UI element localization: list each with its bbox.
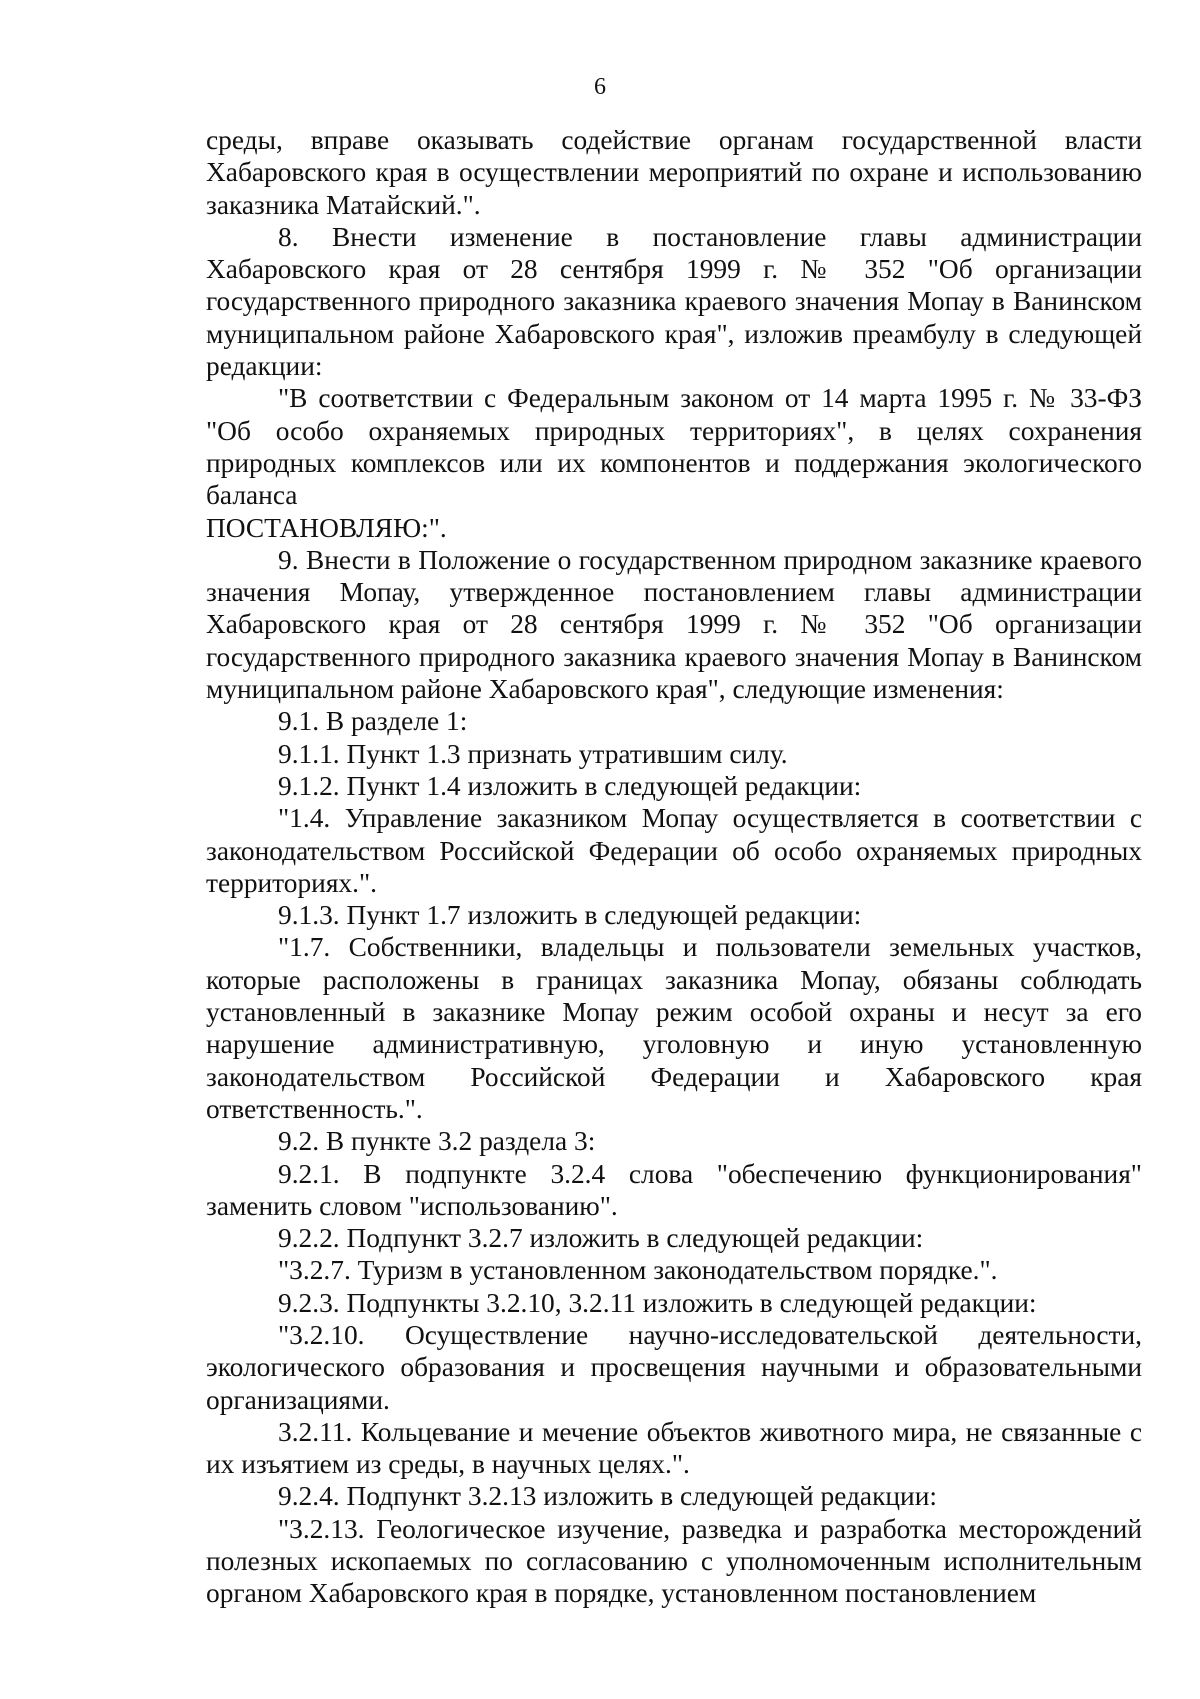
- paragraph: ПОСТАНОВЛЯЮ:".: [206, 512, 447, 543]
- paragraph: 9.1.1. Пункт 1.3 признать утратившим силу.: [278, 738, 788, 769]
- paragraph: 3.2.11. Кольцевание и мечение объектов животного мира, не связанные с их изъятием из среды, в научных целях.".: [206, 1416, 1142, 1480]
- paragraph: 9. Внести в Положение о государственном природном заказнике краевого значения Мопау, утвержденное постановлением главы администрации Хабаровского края от 28 сентября 1999 г. № 352 "Об организации государственного природного заказника краевого значения Мопау в Ванинском муниципальном районе Хабаровского края", следующие изменения:: [206, 544, 1142, 705]
- paragraph: "1.4. Управление заказником Мопау осуществляется в соответствии с законодательством Российской Федерации об особо охраняемых природных территориях.".: [206, 803, 1142, 898]
- paragraph: 9.2. В пункте 3.2 раздела 3:: [278, 1126, 596, 1157]
- paragraph: 9.2.2. Подпункт 3.2.7 изложить в следующей редакции:: [278, 1223, 924, 1254]
- paragraph: "3.2.7. Туризм в установленном законодательством порядке.".: [278, 1255, 998, 1286]
- paragraph: 9.2.4. Подпункт 3.2.13 изложить в следующей редакции:: [278, 1481, 937, 1512]
- paragraph: 9.2.1. В подпункте 3.2.4 слова "обеспечению функционирования" заменить словом "использованию".: [206, 1158, 1142, 1221]
- paragraph: среды, вправе оказывать содействие органам государственной власти Хабаровского края в осуществлении мероприятий по охране и использованию заказника Матайский.".: [206, 125, 1142, 220]
- paragraph: "3.2.13. Геологическое изучение, разведка и разработка месторождений полезных ископаемых по согласованию с уполномоченным исполнительным органом Хабаровского края в порядке, установленном постановлением: [206, 1513, 1142, 1609]
- paragraph: "1.7. Собственники, владельцы и пользователи земельных участков, которые расположены в границах заказника Мопау, обязаны соблюдать установленный в заказнике Мопау режим особой охраны и несут за его нарушение административную, уголовную и иную установленную законодательством Российской Федерации и Хабаровского края ответственность.".: [206, 932, 1142, 1124]
- paragraph: 9.1. В разделе 1:: [278, 706, 468, 737]
- paragraph: 9.2.3. Подпункты 3.2.10, 3.2.11 изложить в следующей редакции:: [278, 1287, 1037, 1318]
- paragraph: 9.1.3. Пункт 1.7 изложить в следующей редакции:: [278, 900, 862, 931]
- paragraph: "В соответствии с Федеральным законом от 14 марта 1995 г. № 33-ФЗ "Об особо охраняемых природных территориях", в целях сохранения природных комплексов или их компонентов и поддержания экологического баланса: [206, 383, 1142, 511]
- paragraph: "3.2.10. Осуществление научно-исследовательской деятельности, экологического образования и просвещения научными и образовательными организациями.: [206, 1319, 1142, 1415]
- document-body: [206, 124, 1142, 1610]
- paragraph: 8. Внести изменение в постановление главы администрации Хабаровского края от 28 сентября 1999 г. № 352 "Об организации государственного природного заказника краевого значения Мопау в Ванинском муниципальном районе Хабаровского края", изложив преамбулу в следующей редакции:: [206, 221, 1142, 382]
- paragraph: 9.1.2. Пункт 1.4 изложить в следующей редакции:: [278, 770, 862, 801]
- page-number: 6: [594, 74, 606, 100]
